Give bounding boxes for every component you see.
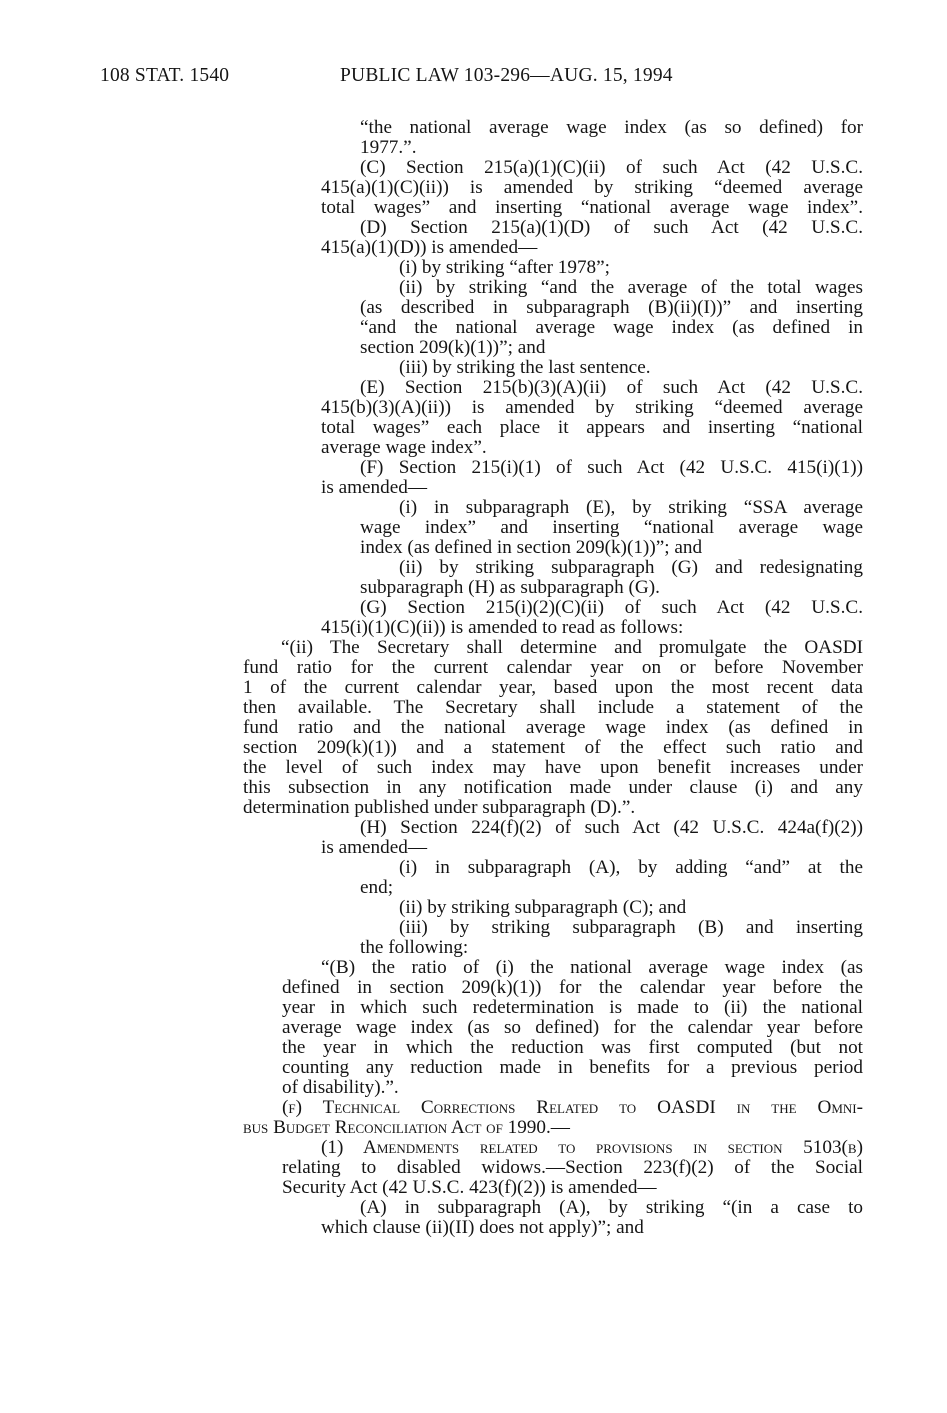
text-line: 415(a)(1)(D)) is amended— xyxy=(321,237,538,258)
text-line: which clause (ii)(II) does not apply)”; and xyxy=(321,1217,644,1238)
text-line: (i) in subparagraph (E), by striking “SSA average xyxy=(399,497,863,518)
section-heading-line: bus Budget Reconciliation Act of 1990.— xyxy=(243,1117,570,1138)
text-line: (A) in subparagraph (A), by striking “(in a case to xyxy=(360,1197,863,1218)
text-line: “(B) the ratio of (i) the national average wage index (as xyxy=(321,957,863,978)
text-line: this subsection in any notification made under clause (i) and any xyxy=(243,777,863,798)
text-line: (E) Section 215(b)(3)(A)(ii) of such Act (42 U.S.C. xyxy=(360,377,863,398)
text-line: of disability).”. xyxy=(282,1077,399,1098)
statute-page-number: 108 STAT. 1540 xyxy=(100,65,230,86)
text-line: (D) Section 215(a)(1)(D) of such Act (42 U.S.C. xyxy=(360,217,863,238)
text-line: (ii) by striking “and the average of the total wages xyxy=(399,277,863,298)
text-line: is amended— xyxy=(321,837,428,858)
text-line: (H) Section 224(f)(2) of such Act (42 U.S.C. 424a(f)(2)) xyxy=(360,817,863,838)
text-line: the level of such index may have upon benefit increases under xyxy=(243,757,863,778)
page-header xyxy=(100,65,860,95)
text-line: section 209(k)(1)) and a statement of the effect such ratio and xyxy=(243,737,863,758)
text-line: (iii) by striking the last sentence. xyxy=(399,357,651,378)
text-line: then available. The Secretary shall include a statement of the xyxy=(243,697,863,718)
text-line: Security Act (42 U.S.C. 423(f)(2)) is amended— xyxy=(282,1177,657,1198)
text-line: the following: xyxy=(360,937,469,958)
text-line: determination published under subparagraph (D).”. xyxy=(243,797,636,818)
public-law-title: PUBLIC LAW 103-296—AUG. 15, 1994 xyxy=(340,65,673,86)
text-line: (ii) by striking subparagraph (C); and xyxy=(399,897,687,918)
text-line: section 209(k)(1))”; and xyxy=(360,337,546,358)
text-line: “the national average wage index (as so defined) for xyxy=(360,117,863,138)
text-line: “(ii) The Secretary shall determine and promulgate the OASDI xyxy=(281,637,863,658)
text-line: (i) by striking “after 1978”; xyxy=(399,257,610,278)
text-line: (C) Section 215(a)(1)(C)(ii) of such Act (42 U.S.C. xyxy=(360,157,863,178)
paragraph-heading-line: (1) Amendments related to provisions in section 5103(b) xyxy=(321,1137,863,1158)
text-line: 1977.”. xyxy=(360,137,417,158)
text-line: average wage index (as so defined) for the calendar year before xyxy=(282,1017,863,1038)
text-line: relating to disabled widows.—Section 223(f)(2) of the Social xyxy=(282,1157,863,1178)
text-line: 415(i)(1)(C)(ii)) is amended to read as follows: xyxy=(321,617,684,638)
text-line: defined in section 209(k)(1)) for the calendar year before the xyxy=(282,977,863,998)
text-line: fund ratio and the national average wage index (as defined in xyxy=(243,717,863,738)
text-line: wage index” and inserting “national average wage xyxy=(360,517,863,538)
text-line: average wage index”. xyxy=(321,437,487,458)
text-line: (F) Section 215(i)(1) of such Act (42 U.S.C. 415(i)(1)) xyxy=(360,457,863,478)
text-line: the year in which the reduction was first computed (but not xyxy=(282,1037,863,1058)
text-line: “and the national average wage index (as defined in xyxy=(360,317,863,338)
text-line: 415(a)(1)(C)(ii)) is amended by striking “deemed average xyxy=(321,177,863,198)
text-line: subparagraph (H) as subparagraph (G). xyxy=(360,577,660,598)
text-line: is amended— xyxy=(321,477,428,498)
text-line: fund ratio for the current calendar year on or before November xyxy=(243,657,863,678)
text-line: (as described in subparagraph (B)(ii)(I))” and inserting xyxy=(360,297,863,318)
text-line: total wages” each place it appears and inserting “national xyxy=(321,417,863,438)
text-line: total wages” and inserting “national average wage index”. xyxy=(321,197,863,218)
text-line: 415(b)(3)(A)(ii)) is amended by striking “deemed average xyxy=(321,397,863,418)
text-line: (ii) by striking subparagraph (G) and redesignating xyxy=(399,557,863,578)
text-line: 1 of the current calendar year, based upon the most recent data xyxy=(243,677,863,698)
section-heading-line: (f) Technical Corrections Related to OASDI in the Omni- xyxy=(282,1097,863,1118)
text-line: index (as defined in section 209(k)(1))”; and xyxy=(360,537,703,558)
text-line: (iii) by striking subparagraph (B) and inserting xyxy=(399,917,863,938)
text-line: end; xyxy=(360,877,394,898)
text-line: counting any reduction made in benefits for a previous period xyxy=(282,1057,863,1078)
text-line: (G) Section 215(i)(2)(C)(ii) of such Act (42 U.S.C. xyxy=(360,597,863,618)
text-line: (i) in subparagraph (A), by adding “and” at the xyxy=(399,857,863,878)
text-line: year in which such redetermination is made to (ii) the national xyxy=(282,997,863,1018)
